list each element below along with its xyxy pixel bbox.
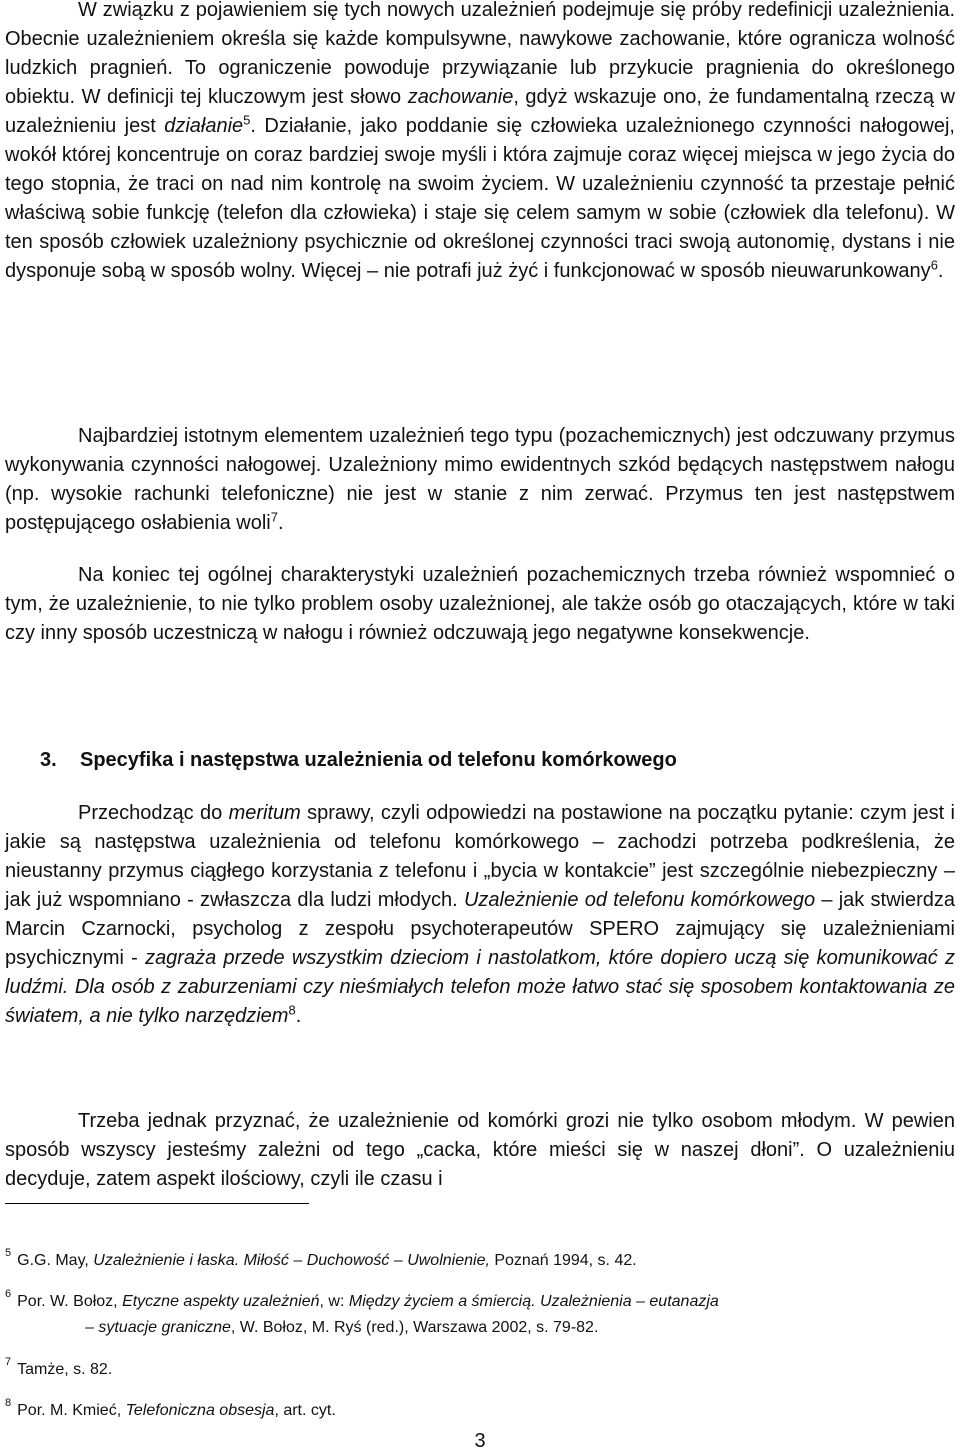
paragraph-conclusion	[5, 561, 955, 648]
text: Tamże, s. 82.	[17, 1361, 113, 1378]
page-number: 3	[474, 1430, 486, 1452]
paragraph-compulsion	[5, 422, 955, 538]
italic-term: Uzależnienie od telefonu komórkowego	[463, 889, 816, 911]
italic-term: działanie	[164, 115, 244, 137]
text: Na koniec tej ogólnej charakterystyki uzależnień pozachemicznych trzeba również wspomnieć o tym, że uzależnienie, to nie tylko problem osoby uzależnionej, ale także osób go otaczających, które w taki czy inny sposób uczestniczą w nałogu i również odczuwają jego negatywne konsekwencje.	[5, 564, 955, 644]
text: Przechodząc do	[78, 802, 229, 824]
italic-title: Między życiem a śmiercią. Uzależnienia – eutanazja	[348, 1293, 719, 1310]
text: .	[277, 512, 284, 534]
italic-title: Telefoniczna obsesja	[125, 1402, 275, 1419]
footnote-mark: 8	[5, 1397, 12, 1409]
text: sprawy, czyli odpowiedzi na postawione na początku pytanie: czym jest i jakie są następstwa uzależnienia od telefonu komórkowego – zachodzi potrzeba podkreślenia, że nieustanny przymus ciągłego korzystania z telefonu i „bycia w kontakcie” jest szczególnie niebezpieczny – jak już wspomniano - zwłaszcza dla ludzi młodych.	[5, 802, 955, 911]
footnote-mark: 7	[5, 1356, 12, 1368]
text: Por. W. Bołoz,	[17, 1293, 123, 1310]
text: – jak stwierdza Marcin Czarnocki, psycholog z zespołu psychoterapeutów SPERO zajmujący się uzależnieniami psychicznymi -	[5, 889, 955, 969]
footnote-7	[5, 1349, 955, 1383]
text: , W. Bołoz, M. Ryś (red.), Warszawa 2002, s. 79-82.	[230, 1319, 599, 1336]
italic-term: meritum	[228, 802, 301, 824]
footnote-separator	[5, 1203, 309, 1204]
text: , w:	[319, 1293, 349, 1310]
text: W związku z pojawieniem się tych nowych uzależnień podejmuje się próby redefinicji uzależnienia. Obecnie uzależnieniem określa się każde kompulsywne, nawykowe zachowanie, które ogranicza wolność ludzkich pragnień. To ograniczenie powoduje przywiązanie lub przykucie pragnienia do określonego obiektu. W definicji tej kluczowym jest słowo	[5, 0, 955, 108]
text: Por. M. Kmieć,	[17, 1402, 126, 1419]
text: , art. cyt.	[274, 1402, 336, 1419]
footnote-mark: 5	[5, 1247, 12, 1259]
footnote-5	[5, 1240, 955, 1274]
italic-title: Etyczne aspekty uzależnień	[122, 1293, 320, 1310]
footnote-continuation	[5, 1315, 955, 1341]
italic-title: – sytuacje graniczne	[85, 1319, 231, 1336]
footnote-8	[5, 1390, 955, 1424]
italic-term: zachowanie	[407, 86, 514, 108]
paragraph-everyone	[5, 1107, 955, 1194]
text: . Działanie, jako poddanie się człowieka uzależnionego czynności nałogowej, wokół której koncentruje on coraz bardziej swoje myśli i która zajmuje coraz więcej miejsca w jego życia do tego stopnia, że traci on nad nim kontrolę na swoim życiem. W uzależnieniu czynność ta przestaje pełnić właściwą sobie funkcję (telefon dla człowieka) i staje się celem samym w sobie (człowiek dla telefonu). W ten sposób człowiek uzależniony psychicznie od określonej czynności traci swoją autonomię, dystans i nie dysponuje sobą w sposób wolny. Więcej – nie potrafi już żyć i funkcjonować w sposób nieuwarunkowany	[5, 115, 955, 282]
paragraph-phone-addiction	[5, 799, 955, 1031]
footnote-ref: 6	[930, 257, 938, 273]
text: .	[937, 260, 944, 282]
footnote-ref: 8	[288, 1002, 296, 1018]
paragraph-addiction-redefinition	[5, 0, 955, 286]
footnote-mark: 6	[5, 1288, 12, 1300]
text: Trzeba jednak przyznać, że uzależnienie od komórki grozi nie tylko osobom młodym. W pewien sposób wszyscy jesteśmy zależni od tego „cacka, które mieści się w naszej dłoni”. O uzależnieniu decyduje, zatem aspekt ilościowy, czyli ile czasu i	[5, 1110, 955, 1190]
text: .	[295, 1005, 302, 1027]
section-number: 3.	[40, 749, 57, 771]
italic-title: Uzależnienie i łaska. Miłość – Duchowość – Uwolnienie,	[93, 1252, 490, 1269]
footnote-ref: 5	[243, 112, 251, 128]
text: Najbardziej istotnym elementem uzależnień tego typu (pozachemicznych) jest odczuwany przymus wykonywania czynności nałogowej. Uzależniony mimo ewidentnych szkód będących następstwem nałogu (np. wysokie rachunki telefoniczne) nie jest w stanie z nim zerwać. Przymus ten jest następstwem postępującego osłabienia woli	[5, 425, 955, 534]
footnote-ref: 7	[270, 509, 278, 525]
text: Poznań 1994, s. 42.	[489, 1252, 637, 1269]
text: , gdyż wskazuje ono, że fundamentalną rzeczą w uzależnieniu jest	[5, 86, 955, 137]
italic-quote: zagraża przede wszystkim dzieciom i nastolatkom, które dopiero uczą się komunikować z ludźmi. Dla osób z zaburzeniami czy nieśmiałych telefon może łatwo stać się sposobem kontaktowania ze światem, a nie tylko narzędziem	[5, 947, 955, 1027]
section-title: Specyfika i następstwa uzależnienia od telefonu komórkowego	[80, 749, 677, 771]
footnote-6	[5, 1281, 955, 1341]
section-heading	[40, 745, 677, 775]
text: G.G. May,	[17, 1252, 94, 1269]
